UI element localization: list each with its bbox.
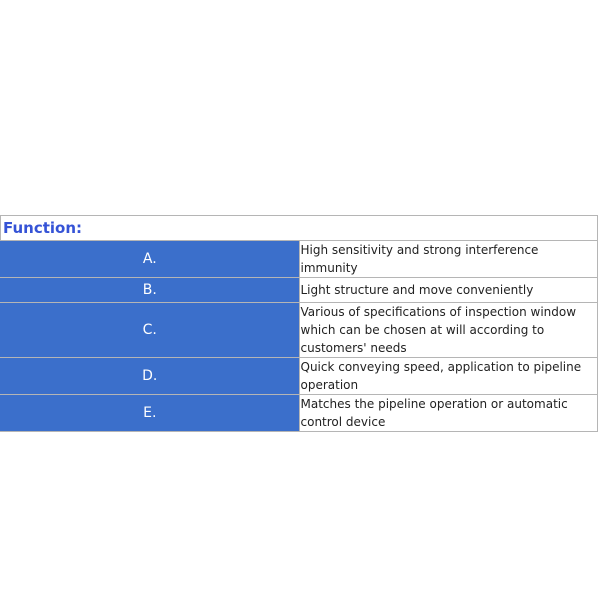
table-row [1, 395, 598, 432]
table-row [1, 278, 598, 303]
row-letter: B. [1, 278, 300, 303]
function-table [0, 215, 598, 432]
row-letter: D. [1, 358, 300, 395]
row-description: High sensitivity and strong interference immunity [299, 241, 598, 278]
table-row [1, 358, 598, 395]
table-title: Function: [1, 216, 598, 241]
row-letter: E. [1, 395, 300, 432]
function-table-container [0, 215, 598, 432]
row-description: Various of specifications of inspection window which can be chosen at will according to customers' needs [299, 303, 598, 358]
table-header-row [1, 216, 598, 241]
row-letter: C. [1, 303, 300, 358]
table-row [1, 241, 598, 278]
row-description: Quick conveying speed, application to pipeline operation [299, 358, 598, 395]
row-letter: A. [1, 241, 300, 278]
row-description: Matches the pipeline operation or automatic control device [299, 395, 598, 432]
row-description: Light structure and move conveniently [299, 278, 598, 303]
table-row [1, 303, 598, 358]
